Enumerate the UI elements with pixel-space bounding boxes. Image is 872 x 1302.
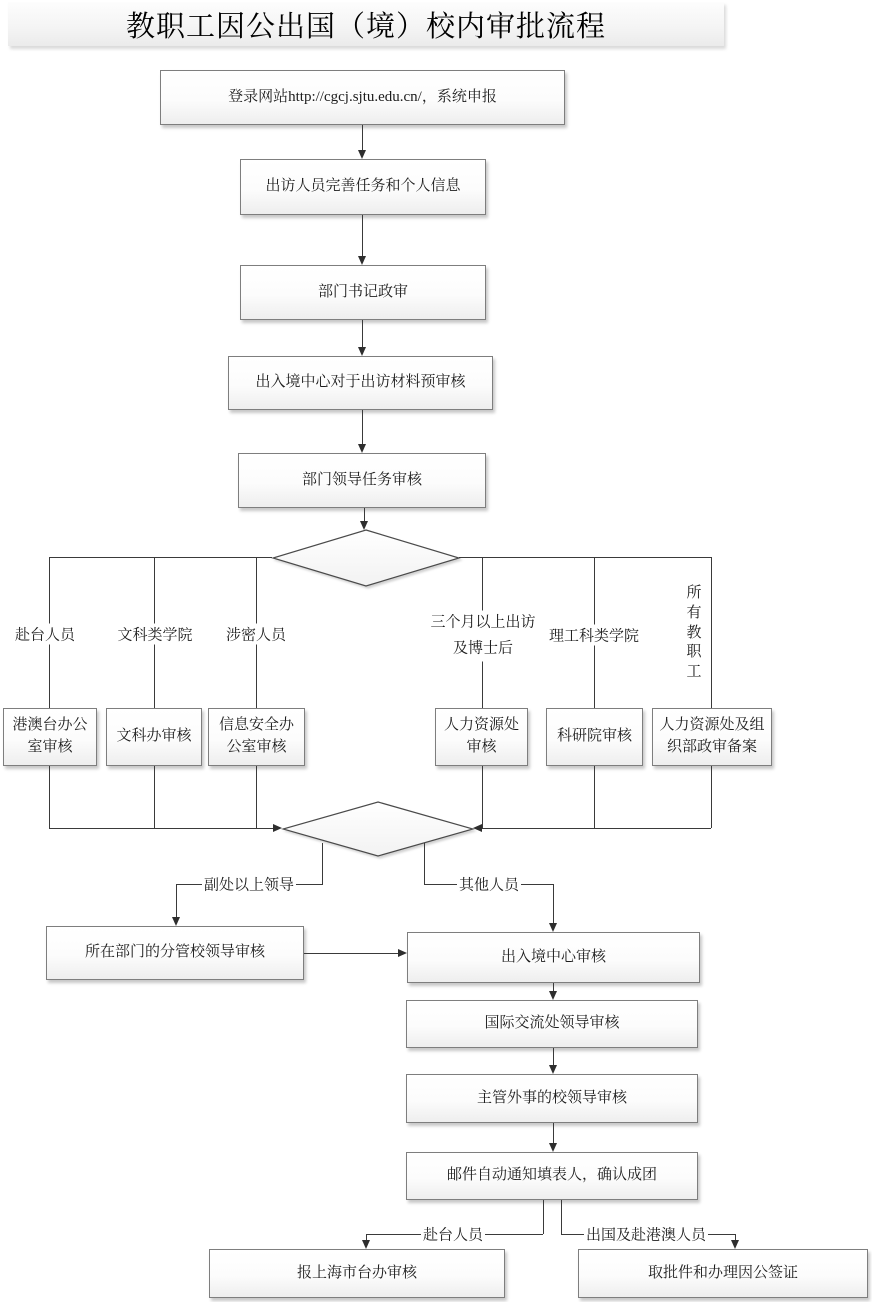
decision-diamond-1: [271, 528, 461, 588]
branch-label-abroad-hk-macau: 出国及赴港澳人员: [584, 1224, 708, 1245]
arrowhead-down: [549, 1143, 557, 1152]
node-complete-info: 出访人员完善任务和个人信息: [240, 159, 486, 215]
node-shanghai-taiwan-office-review: 报上海市台办审核: [209, 1249, 505, 1298]
node-dept-school-leader-review: 所在部门的分管校领导审核: [46, 926, 304, 980]
page-title: 教职工因公出国（境）校内审批流程: [125, 10, 606, 43]
node-intl-exchange-leader-review: 国际交流处领导审核: [406, 1000, 698, 1048]
connector-line: [49, 766, 50, 828]
node-get-approval-visa: 取批件和办理因公签证: [578, 1249, 868, 1298]
connector-line: [711, 557, 712, 708]
connector-line: [322, 843, 323, 884]
connector-line: [154, 766, 155, 828]
node-info-security-office-review: 信息安全办公室审核: [208, 708, 305, 766]
connector-line: [362, 215, 363, 256]
node-foreign-affairs-leader-review: 主管外事的校领导审核: [406, 1074, 698, 1123]
branch-label-others: 其他人员: [457, 874, 521, 895]
connector-line: [424, 843, 425, 884]
connector-line: [553, 983, 554, 991]
node-research-institute-review: 科研院审核: [546, 708, 643, 766]
arrowhead-down: [549, 923, 557, 932]
connector-line: [553, 884, 554, 923]
connector-line: [256, 766, 257, 828]
connector-line: [362, 410, 363, 444]
connector-line: [49, 557, 272, 558]
branch-label-sci-eng: 理工科类学院: [547, 625, 641, 646]
connector-line: [482, 766, 483, 828]
node-hr-review: 人力资源处审核: [435, 708, 528, 766]
connector-line: [362, 320, 363, 347]
decision-diamond-2: [281, 800, 475, 859]
connector-line: [553, 1123, 554, 1143]
arrowhead-down: [362, 1240, 370, 1249]
branch-label-classified: 涉密人员: [224, 624, 288, 645]
branch-label-taiwan: 赴台人员: [13, 624, 77, 645]
node-entry-exit-pre-review: 出入境中心对于出访材料预审核: [228, 356, 493, 410]
branch-label-to-taiwan: 赴台人员: [421, 1224, 485, 1245]
connector-line: [711, 766, 712, 828]
connector-line: [543, 1200, 544, 1234]
arrowhead-down: [549, 991, 557, 1000]
node-hr-org-record: 人力资源处及组织部政审备案: [652, 708, 772, 766]
arrowhead-down: [358, 347, 366, 356]
connector-line: [553, 1048, 554, 1065]
node-secretary-review: 部门书记政审: [240, 265, 486, 320]
connector-line: [561, 1200, 562, 1234]
connector-line: [176, 884, 177, 917]
arrowhead-right: [398, 949, 407, 957]
node-dept-leader-task-review: 部门领导任务审核: [238, 453, 486, 508]
connector-line: [49, 828, 274, 829]
arrowhead-down: [358, 256, 366, 265]
node-liberal-arts-office-review: 文科办审核: [106, 708, 202, 766]
node-login: 登录网站http://cgcj.sjtu.edu.cn/，系统申报: [160, 70, 565, 125]
connector-line: [364, 508, 365, 521]
connector-line: [594, 766, 595, 828]
arrowhead-down: [358, 444, 366, 453]
node-hmt-office-review: 港澳台办公室审核: [3, 708, 97, 766]
connector-line: [459, 557, 711, 558]
arrowhead-down: [358, 150, 366, 159]
arrowhead-down: [549, 1065, 557, 1074]
branch-label-deputy-leaders: 副处以上领导: [202, 874, 296, 895]
branch-label-three-months: 三个月以上出访及博士后: [426, 611, 540, 662]
arrowhead-down: [731, 1240, 739, 1249]
title-banner: [8, 2, 724, 46]
node-email-notify-confirm: 邮件自动通知填表人，确认成团: [406, 1152, 698, 1200]
branch-label-all-staff: 所有教职工: [685, 584, 703, 683]
connector-line: [362, 125, 363, 150]
connector-line: [304, 953, 399, 954]
arrowhead-down: [172, 917, 180, 926]
node-entry-exit-center-review: 出入境中心审核: [407, 932, 700, 983]
branch-label-liberal-arts: 文科类学院: [115, 624, 194, 645]
connector-line: [482, 828, 711, 829]
